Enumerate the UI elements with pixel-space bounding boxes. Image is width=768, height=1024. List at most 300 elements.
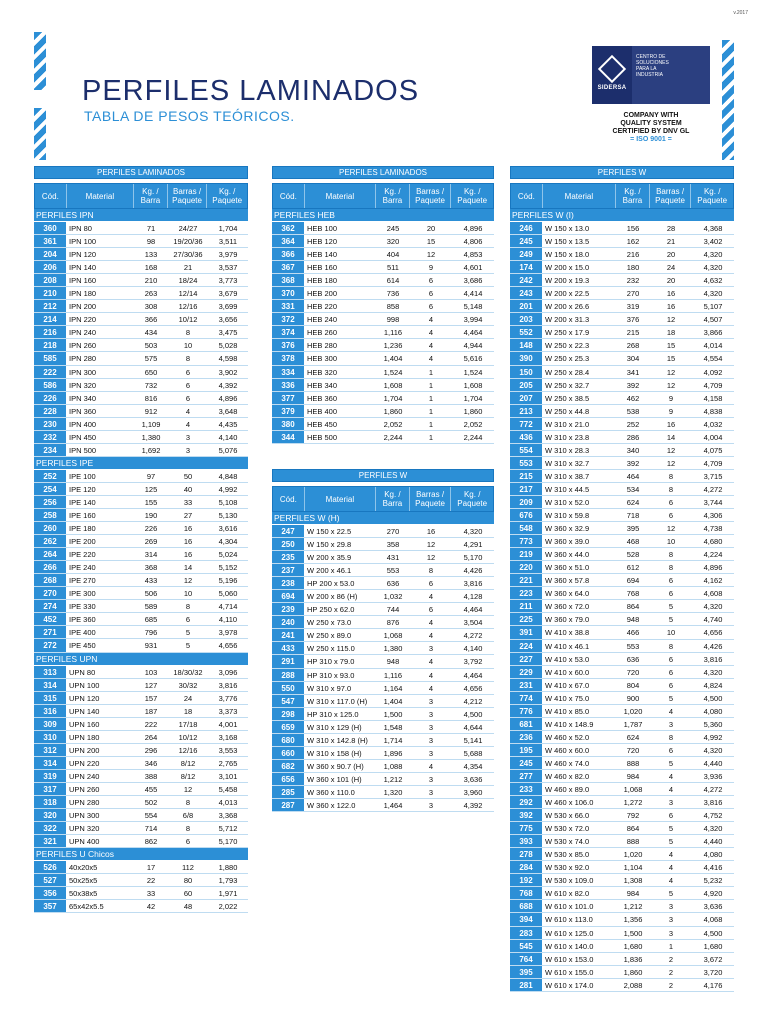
product-code: 315 [34,692,66,704]
product-code: 242 [510,274,542,286]
kg-per-package: 2,244 [463,432,483,442]
kg-per-bar: 1,164 [383,683,403,693]
table-row [510,574,734,587]
kg-per-bar: 433 [144,576,158,586]
kg-per-bar: 1,272 [623,798,643,808]
material-name: UPN 260 [69,784,100,794]
kg-per-package: 4,738 [703,524,723,534]
logo-tagline [632,46,710,104]
table-row [34,600,248,613]
bars-per-package: 3 [428,774,434,784]
kg-per-bar: 125 [144,484,158,494]
product-code: 392 [510,809,542,821]
kg-per-bar: 341 [626,367,640,377]
logo-tagline-line: SOLUCIONES [636,60,669,66]
material-name: W 360 x 51.0 [545,563,590,573]
material-name: HEB 220 [307,302,338,312]
kg-per-bar: 157 [144,693,158,703]
material-name: HEB 180 [307,276,338,286]
kg-per-package: 5,108 [218,497,238,507]
material-name: HEB 120 [307,237,338,247]
section-title: PERFILES U Chicos [34,848,248,861]
kg-per-bar: 1,320 [383,787,403,797]
material-name: IPE 300 [69,589,96,599]
kg-per-package: 4,320 [703,667,723,677]
kg-per-package: 4,032 [703,419,723,429]
product-code: 774 [510,692,542,704]
product-code: 390 [510,352,542,364]
kg-per-package: 5,028 [218,341,238,351]
bars-per-package: 28 [666,224,676,233]
product-code: 233 [510,783,542,795]
table-row [272,721,494,734]
kg-per-bar: 358 [386,540,400,550]
kg-per-package: 5,360 [703,719,723,729]
bars-per-package: 8 [428,566,434,576]
kg-per-bar: 538 [626,406,640,416]
kg-per-package: 3,994 [463,315,483,325]
product-code: 316 [34,705,66,717]
table-row [34,235,248,248]
product-code: 245 [510,757,542,769]
kg-per-bar: 268 [626,341,640,351]
material-name: W 150 x 13.5 [545,237,590,247]
table-row [272,682,494,695]
material-name: HEB 400 [307,406,338,416]
table-row [510,927,734,940]
bars-per-package: 6 [668,745,674,755]
kg-per-bar: 1,714 [383,735,403,745]
bars-per-package: 8 [668,732,674,742]
column-header-material: Material [67,184,134,208]
kg-per-package: 4,080 [703,850,723,860]
table-row [510,470,734,483]
bars-per-package: 3 [428,709,434,719]
bars-per-package: 16 [666,419,676,429]
bars-per-package: 6 [185,380,191,390]
bars-per-package: 20 [426,224,436,233]
table-row [510,835,734,848]
bars-per-package: 24 [183,693,193,703]
product-code: 236 [510,731,542,743]
product-code: 317 [34,783,66,795]
bars-per-package: 2 [668,954,674,964]
bars-per-package: 10 [183,589,193,599]
kg-per-package: 3,686 [463,276,483,286]
table-row [510,366,734,379]
table-w-h [272,469,494,812]
table-row [272,642,494,655]
product-code: 192 [510,874,542,886]
kg-per-package: 4,714 [218,602,238,612]
kg-per-bar: 589 [144,602,158,612]
product-code: 268 [34,574,66,586]
material-name: HEB 260 [307,328,338,338]
kg-per-package: 2,765 [218,758,238,768]
kg-per-package: 4,944 [463,341,483,351]
material-name: W 250 x 44.8 [545,406,590,416]
product-code: 366 [272,248,304,260]
bars-per-package: 16 [666,302,676,312]
bars-per-package: 3 [428,735,434,745]
kg-per-package: 4,440 [703,758,723,768]
product-code: 694 [272,590,304,602]
bars-per-package: 3 [428,787,434,797]
kg-per-package: 3,866 [703,328,723,338]
section-title: PERFILES W (I) [510,209,734,222]
material-name: W 250 x 38.5 [545,393,590,403]
product-code: 245 [510,235,542,247]
kg-per-bar: 226 [144,524,158,534]
bars-per-package: 6 [185,837,191,847]
table-row [272,379,494,392]
material-name: W 360 x 72.0 [545,602,590,612]
product-code: 229 [510,666,542,678]
material-name: W 460 x 60.0 [545,745,590,755]
table-row [34,509,248,522]
kg-per-bar: 431 [386,553,400,563]
kg-per-bar: 736 [386,289,400,299]
kg-per-bar: 553 [626,641,640,651]
product-code: 226 [34,392,66,404]
material-name: UPN 280 [69,797,100,807]
kg-per-package: 4,416 [703,863,723,873]
table-row [510,535,734,548]
kg-per-package: 4,464 [463,605,483,615]
bars-per-package: 21 [666,237,676,247]
material-name: W 150 x 29.8 [307,540,352,550]
kg-per-bar: 2,088 [623,980,643,990]
kg-per-bar: 612 [626,563,640,573]
product-code: 219 [510,548,542,560]
table-row [272,799,494,812]
material-name: HP 310 x 125.0 [307,709,359,719]
kg-per-package: 4,001 [218,719,238,729]
kg-per-bar: 1,860 [383,406,403,416]
table-row [34,744,248,757]
bars-per-package: 4 [668,785,674,795]
material-name: HEB 160 [307,263,338,273]
product-code: 773 [510,535,542,547]
kg-per-package: 5,130 [218,510,238,520]
bars-per-package: 20 [666,276,676,286]
kg-per-package: 4,158 [703,393,723,403]
kg-per-bar: 232 [626,276,640,286]
product-code: 240 [272,616,304,628]
kg-per-package: 1,524 [463,367,483,377]
bars-per-package: 3 [668,798,674,808]
product-code: 238 [272,577,304,589]
kg-per-package: 4,992 [703,732,723,742]
logo-brand: SIDERSA [597,85,627,91]
kg-per-bar: 624 [626,732,640,742]
column-header-row [272,486,494,512]
kg-per-package: 4,414 [463,289,483,299]
table-row [510,522,734,535]
material-name: W 460 x 52.0 [545,732,590,742]
table-row [272,577,494,590]
material-name: HP 200 x 53.0 [307,579,355,589]
product-code: 680 [272,734,304,746]
kg-per-package: 3,504 [463,618,483,628]
kg-per-bar: 1,787 [623,719,643,729]
table-row [34,639,248,652]
table-row [272,551,494,564]
kg-per-package: 4,224 [703,550,723,560]
kg-per-bar: 1,109 [141,419,161,429]
kg-per-bar: 528 [626,550,640,560]
kg-per-bar: 1,692 [141,445,161,455]
kg-per-bar: 1,380 [141,432,161,442]
product-code: 204 [34,248,66,260]
material-name: HEB 360 [307,393,338,403]
material-name: IPE 400 [69,628,96,638]
bars-per-package: 6 [185,393,191,403]
product-code: 283 [510,927,542,939]
kg-per-bar: 180 [626,263,640,273]
kg-per-package: 4,752 [703,811,723,821]
kg-per-bar: 900 [626,693,640,703]
table-row [510,339,734,352]
table-row [34,861,248,874]
table-row [272,734,494,747]
material-name: IPN 220 [69,315,97,325]
material-name: IPN 500 [69,445,97,455]
product-code: 210 [34,287,66,299]
bars-per-package: 6 [428,302,434,312]
product-code: 356 [34,887,66,899]
table-row [34,535,248,548]
material-name: W 530 x 66.0 [545,811,590,821]
material-name: IPE 240 [69,563,96,573]
material-name: UPN 160 [69,719,100,729]
table-row [34,287,248,300]
bars-per-package: 6/8 [182,811,194,821]
product-code: 376 [272,339,304,351]
bars-per-package: 33 [183,497,193,507]
bars-per-package: 8 [668,550,674,560]
table-row [510,718,734,731]
kg-per-bar: 1,404 [383,354,403,364]
kg-per-bar: 127 [144,680,158,690]
bars-per-package: 12 [666,458,676,468]
product-code: 374 [272,326,304,338]
table-row [510,379,734,392]
product-code: 378 [272,352,304,364]
kg-per-package: 4,740 [703,615,723,625]
column-header-barras-paquete: Barras / Paquete [410,487,452,511]
product-code: 249 [510,248,542,260]
table-row [272,366,494,379]
material-name: IPN 280 [69,354,97,364]
kg-per-package: 4,680 [703,537,723,547]
table-row [34,796,248,809]
table-row [510,561,734,574]
table-row [34,418,248,431]
table-heading: PERFILES LAMINADOS [34,166,248,179]
table-row [510,261,734,274]
material-name: W 200 x 19.3 [545,276,590,286]
kg-per-package: 4,632 [703,276,723,286]
bars-per-package: 24 [666,263,676,273]
bars-per-package: 3 [185,445,191,455]
kg-per-package: 1,880 [218,863,238,873]
kg-per-package: 4,272 [703,785,723,795]
product-code: 232 [34,431,66,443]
column-header-row [34,183,248,209]
bars-per-package: 6 [428,605,434,615]
kg-per-package: 4,464 [463,670,483,680]
bars-per-package: 40 [183,484,193,494]
product-code: 246 [510,222,542,234]
kg-per-package: 3,792 [463,657,483,667]
bars-per-package: 5 [668,615,674,625]
kg-per-package: 4,320 [703,745,723,755]
product-code: 768 [510,887,542,899]
table-row [510,953,734,966]
table-row [510,496,734,509]
bars-per-package: 8/12 [180,758,196,768]
material-name: IPN 260 [69,341,97,351]
material-name: IPE 270 [69,576,96,586]
kg-per-package: 4,013 [218,797,238,807]
kg-per-package: 4,306 [703,511,723,521]
material-name: IPN 360 [69,406,97,416]
bars-per-package: 4 [668,876,674,886]
bars-per-package: 6 [185,367,191,377]
kg-per-bar: 694 [626,576,640,586]
material-name: HP 310 x 79.0 [307,657,355,667]
table-row [510,509,734,522]
bars-per-package: 12 [666,445,676,455]
table-row [510,822,734,835]
product-code: 310 [34,731,66,743]
kg-per-bar: 1,104 [623,863,643,873]
bars-per-package: 8 [185,602,191,612]
kg-per-package: 3,537 [218,263,238,273]
bars-per-package: 12 [666,380,676,390]
cert-line: QUALITY SYSTEM [620,120,682,127]
kg-per-package: 4,272 [703,484,723,494]
table-row [34,561,248,574]
decorative-stripe-left-bottom [34,108,46,160]
table-row [34,692,248,705]
bars-per-package: 12 [426,553,436,563]
kg-per-package: 4,392 [463,800,483,810]
bars-per-package: 1 [428,367,434,377]
material-name: W 360 x 39.0 [545,537,590,547]
material-name: W 410 x 38.8 [545,628,590,638]
material-name: W 310 x 38.7 [545,471,590,481]
material-name: W 250 x 25.3 [545,354,590,364]
bars-per-package: 15 [666,341,676,351]
kg-per-package: 3,475 [218,328,238,338]
kg-per-bar: 1,404 [383,696,403,706]
table-row [34,874,248,887]
product-code: 313 [34,666,66,678]
table-w-i [510,166,734,992]
product-code: 550 [272,682,304,694]
table-row [272,695,494,708]
bars-per-package: 6 [668,680,674,690]
kg-per-bar: 376 [626,315,640,325]
kg-per-bar: 768 [626,589,640,599]
product-code: 554 [510,444,542,456]
table-row [34,274,248,287]
kg-per-package: 4,128 [463,592,483,602]
kg-per-package: 4,709 [703,380,723,390]
kg-per-package: 5,141 [463,735,483,745]
kg-per-package: 3,368 [218,811,238,821]
kg-per-package: 4,068 [703,915,723,925]
kg-per-package: 3,672 [703,954,723,964]
kg-per-package: 4,896 [463,224,483,233]
table-row [34,496,248,509]
kg-per-bar: 534 [626,484,640,494]
material-name: IPE 160 [69,510,96,520]
kg-per-package: 3,960 [463,787,483,797]
material-name: IPN 400 [69,419,97,429]
kg-per-package: 3,744 [703,497,723,507]
kg-per-bar: 862 [144,837,158,847]
product-code: 243 [510,287,542,299]
product-code: 772 [510,418,542,430]
product-code: 368 [272,274,304,286]
product-code: 218 [34,339,66,351]
table-row [272,235,494,248]
table-row [34,705,248,718]
bars-per-package: 6 [185,615,191,625]
kg-per-bar: 1,704 [383,393,403,403]
bars-per-package: 1 [428,380,434,390]
material-name: W 200 x 31.3 [545,315,590,325]
kg-per-bar: 103 [144,667,158,677]
bars-per-package: 1 [428,432,434,442]
bars-per-package: 5 [668,824,674,834]
kg-per-package: 4,608 [703,589,723,599]
kg-per-package: 4,440 [703,837,723,847]
bars-per-package: 9 [668,393,674,403]
bars-per-package: 10 [666,537,676,547]
table-row [272,629,494,642]
column-header-barras-paquete: Barras / Paquete [650,184,692,208]
kg-per-bar: 948 [626,615,640,625]
kg-per-bar: 434 [144,328,158,338]
product-code: 364 [272,235,304,247]
kg-per-package: 3,816 [703,798,723,808]
product-code: 223 [510,587,542,599]
material-name: HP 310 x 93.0 [307,670,355,680]
product-code: 206 [34,261,66,273]
product-code: 220 [510,561,542,573]
bars-per-package: 5 [668,602,674,612]
kg-per-package: 4,507 [703,315,723,325]
kg-per-package: 1,971 [218,889,238,899]
material-name: HEB 100 [307,224,338,233]
product-code: 776 [510,705,542,717]
table-row [34,770,248,783]
kg-per-package: 5,712 [218,824,238,834]
column-header-barras-paquete: Barras / Paquete [410,184,452,208]
table-row [272,326,494,339]
table-row [510,313,734,326]
bars-per-package: 12 [666,367,676,377]
kg-per-package: 3,720 [703,967,723,977]
kg-per-bar: 133 [144,250,158,260]
table-row [34,613,248,626]
kg-per-bar: 392 [626,380,640,390]
kg-per-package: 4,110 [218,615,238,625]
